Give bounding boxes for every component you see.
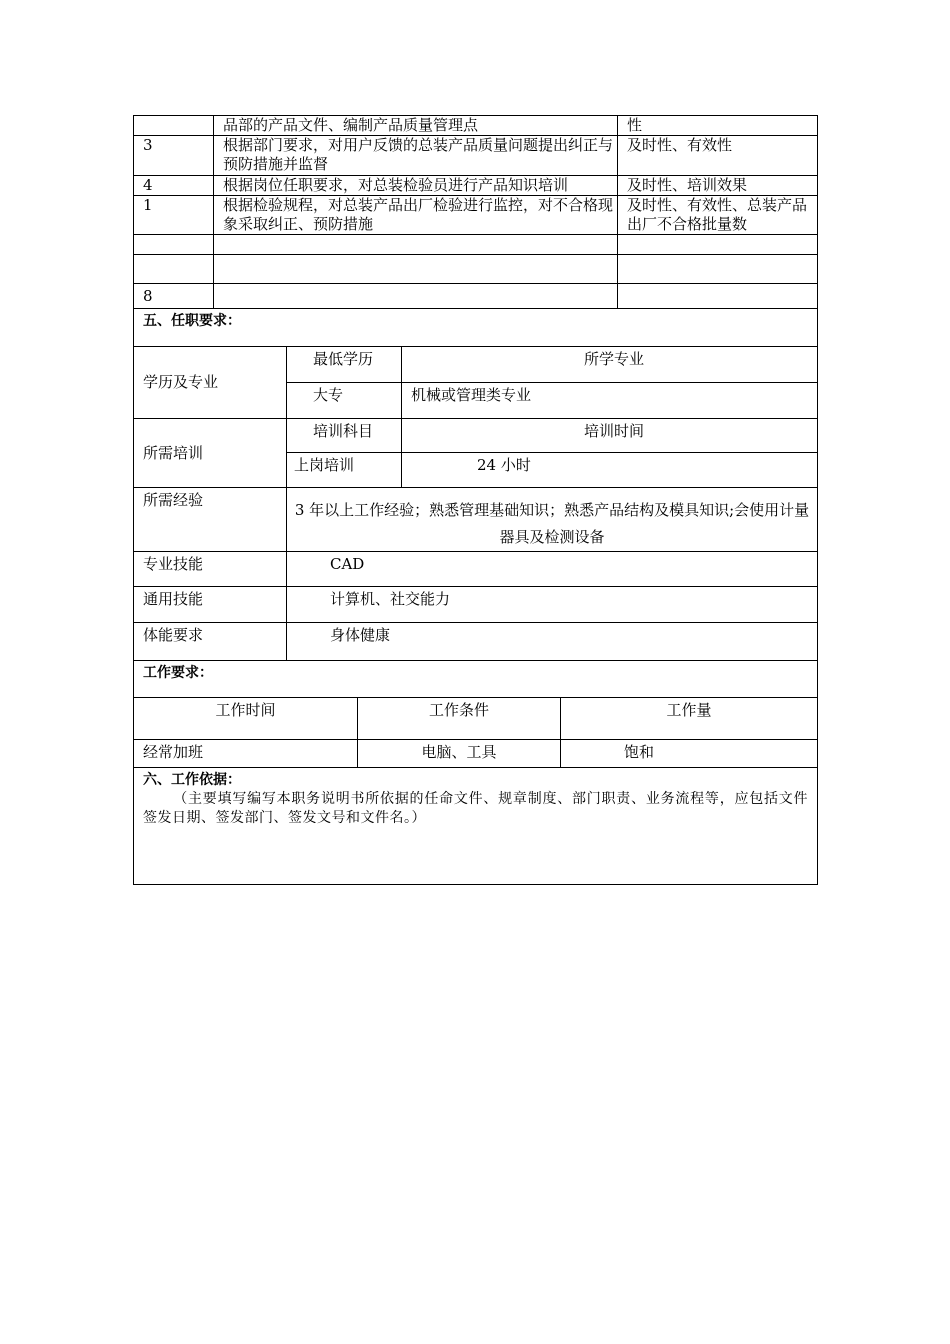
workload-header: 工作量 bbox=[561, 698, 818, 740]
duty-content bbox=[214, 284, 618, 309]
table-row bbox=[134, 768, 818, 885]
education-label: 学历及专业 bbox=[134, 347, 287, 419]
table-row bbox=[134, 488, 818, 552]
duty-no bbox=[134, 235, 214, 255]
table-row bbox=[134, 116, 818, 136]
training-subject-value: 上岗培训 bbox=[287, 453, 402, 488]
duty-no bbox=[134, 116, 214, 136]
work-condition-value: 电脑、工具 bbox=[358, 740, 561, 768]
section6-cell bbox=[134, 768, 818, 885]
work-time-value: 经常加班 bbox=[134, 740, 358, 768]
duty-standard: 及时性、培训效果 bbox=[618, 176, 818, 196]
duty-standard: 及时性、有效性 bbox=[618, 136, 818, 176]
section6-body-text: （主要填写编写本职务说明书所依据的任命文件、规章制度、部门职责、业务流程等，应包括文件签发日期、签发部门、签发文号和文件名。） bbox=[143, 791, 809, 826]
duty-content bbox=[214, 255, 618, 284]
section6-title: 六、工作依据： bbox=[143, 772, 241, 788]
experience-value: 3 年以上工作经验；熟悉管理基础知识；熟悉产品结构及模具知识;会使用计量器具及检测设备 bbox=[287, 488, 818, 552]
duty-no bbox=[134, 255, 214, 284]
duty-no: 1 bbox=[134, 196, 214, 235]
table-row bbox=[134, 196, 818, 235]
training-label: 所需培训 bbox=[134, 419, 287, 488]
work-req-title: 工作要求： bbox=[134, 661, 818, 698]
table-row bbox=[134, 309, 818, 347]
training-subject-header: 培训科目 bbox=[287, 419, 402, 453]
table-row bbox=[134, 698, 818, 740]
table-row bbox=[134, 552, 818, 587]
table-row bbox=[134, 740, 818, 768]
general-skill-value: 计算机、社交能力 bbox=[287, 587, 818, 623]
min-edu-header: 最低学历 bbox=[287, 347, 402, 383]
table-row bbox=[134, 136, 818, 176]
work-time-header: 工作时间 bbox=[134, 698, 358, 740]
table-row bbox=[134, 176, 818, 196]
physical-label: 体能要求 bbox=[134, 623, 287, 661]
duty-content: 根据部门要求，对用户反馈的总装产品质量问题提出纠正与预防措施并监督 bbox=[214, 136, 618, 176]
duty-content: 根据岗位任职要求，对总装检验员进行产品知识培训 bbox=[214, 176, 618, 196]
duty-standard bbox=[618, 255, 818, 284]
major-header: 所学专业 bbox=[402, 347, 818, 383]
skill-label: 专业技能 bbox=[134, 552, 287, 587]
major-value: 机械或管理类专业 bbox=[402, 383, 818, 419]
table-row bbox=[134, 623, 818, 661]
duty-content: 根据检验规程，对总装产品出厂检验进行监控，对不合格现象采取纠正、预防措施 bbox=[214, 196, 618, 235]
table-row bbox=[134, 419, 818, 453]
training-time-header: 培训时间 bbox=[402, 419, 818, 453]
general-skill-label: 通用技能 bbox=[134, 587, 287, 623]
table-row bbox=[134, 235, 818, 255]
qualification-table bbox=[133, 308, 818, 661]
table-row bbox=[134, 587, 818, 623]
duty-standard bbox=[618, 284, 818, 309]
training-time-value: 24 小时 bbox=[402, 453, 818, 488]
physical-value: 身体健康 bbox=[287, 623, 818, 661]
work-requirements-table bbox=[133, 660, 818, 885]
min-edu-value: 大专 bbox=[287, 383, 402, 419]
job-description-page bbox=[133, 115, 817, 885]
work-condition-header: 工作条件 bbox=[358, 698, 561, 740]
duty-standard bbox=[618, 235, 818, 255]
table-row bbox=[134, 347, 818, 383]
duty-content bbox=[214, 235, 618, 255]
duty-standard: 性 bbox=[618, 116, 818, 136]
experience-label: 所需经验 bbox=[134, 488, 287, 552]
workload-value: 饱和 bbox=[561, 740, 818, 768]
table-row bbox=[134, 661, 818, 698]
section5-title: 五、任职要求： bbox=[134, 309, 818, 347]
duty-standard: 及时性、有效性、总装产品出厂不合格批量数 bbox=[618, 196, 818, 235]
duty-no: 3 bbox=[134, 136, 214, 176]
duties-table bbox=[133, 115, 818, 309]
duty-no: 8 bbox=[134, 284, 214, 309]
table-row bbox=[134, 255, 818, 284]
section6-body bbox=[143, 790, 808, 828]
table-row bbox=[134, 284, 818, 309]
duty-no: 4 bbox=[134, 176, 214, 196]
duty-content: 品部的产品文件、编制产品质量管理点 bbox=[214, 116, 618, 136]
skill-value: CAD bbox=[287, 552, 818, 587]
